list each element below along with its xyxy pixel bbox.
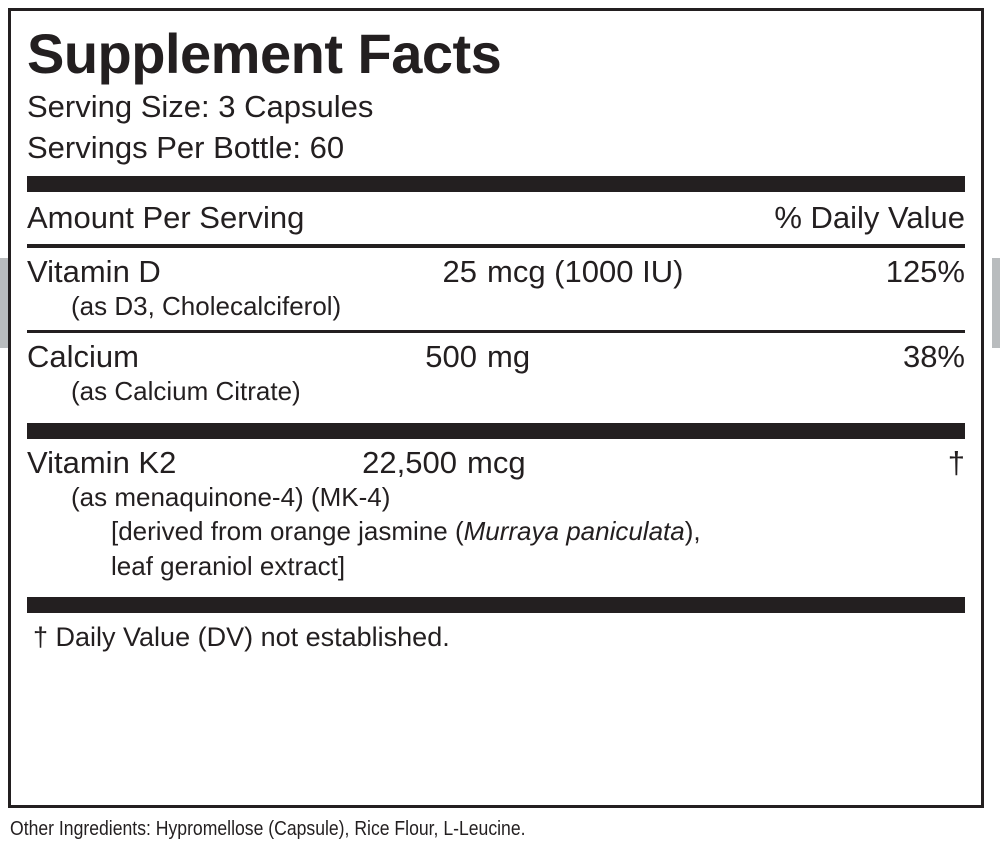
nutrient-daily-value: 38% bbox=[902, 338, 965, 374]
nutrient-amount bbox=[327, 339, 825, 375]
nutrient-name: Vitamin D bbox=[27, 253, 161, 289]
nutrient-amount-unit: mg bbox=[487, 338, 531, 374]
nutrient-source: (as D3, Cholecalciferol) bbox=[71, 290, 342, 321]
nutrient-name: Vitamin K2 bbox=[27, 444, 177, 480]
source-detail-pre: [derived from orange jasmine ( bbox=[111, 516, 464, 547]
nutrient-source: (as Calcium Citrate) bbox=[71, 375, 301, 406]
servings-per-bottle: Servings Per Bottle: 60 bbox=[27, 130, 345, 166]
source-detail-post: ), bbox=[684, 516, 701, 547]
nutrient-row-calcium bbox=[27, 333, 965, 415]
nutrient-amount-unit: mcg bbox=[467, 444, 526, 480]
nutrient-amount bbox=[327, 254, 825, 290]
supplement-facts-panel bbox=[8, 8, 984, 808]
supplement-facts-content bbox=[27, 19, 965, 653]
daily-value-header: % Daily Value bbox=[774, 200, 965, 236]
nutrient-amount-number: 22,500 bbox=[362, 444, 457, 480]
nutrient-amount-unit: mcg (1000 IU) bbox=[487, 253, 684, 289]
amount-per-serving-header: Amount Per Serving bbox=[27, 200, 305, 236]
nutrient-source-detail-line2: leaf geraniol extract] bbox=[111, 550, 346, 581]
nutrient-amount bbox=[277, 445, 825, 481]
nutrient-source: (as menaquinone-4) (MK-4) bbox=[71, 481, 391, 512]
nutrient-row-vitamin-d bbox=[27, 248, 965, 330]
divider-thick-bottom bbox=[27, 597, 965, 613]
nutrient-daily-value: † bbox=[947, 444, 965, 480]
nutrient-main-line bbox=[27, 339, 965, 375]
panel-title: Supplement Facts bbox=[27, 22, 502, 85]
right-edge-tab bbox=[992, 258, 1000, 348]
nutrient-main-line bbox=[27, 254, 965, 290]
serving-size: Serving Size: 3 Capsules bbox=[27, 88, 374, 124]
nutrient-amount-number: 25 bbox=[442, 253, 477, 289]
nutrient-name: Calcium bbox=[27, 338, 139, 374]
other-ingredients: Other Ingredients: Hypromellose (Capsule), Rice Flour, L-Leucine. bbox=[10, 818, 526, 840]
daily-value-footnote: † Daily Value (DV) not established. bbox=[33, 622, 450, 652]
column-headers bbox=[27, 192, 965, 244]
nutrient-amount-number: 500 bbox=[425, 338, 477, 374]
divider-thick-middle bbox=[27, 423, 965, 439]
nutrient-row-vitamin-k2 bbox=[27, 439, 965, 589]
nutrient-daily-value: 125% bbox=[885, 253, 965, 289]
nutrient-main-line bbox=[27, 445, 965, 481]
source-detail-botanical: Murraya paniculata bbox=[463, 516, 685, 547]
nutrient-source-detail-line1 bbox=[27, 514, 965, 548]
divider-thick-top bbox=[27, 176, 965, 192]
left-edge-tab bbox=[0, 258, 8, 348]
